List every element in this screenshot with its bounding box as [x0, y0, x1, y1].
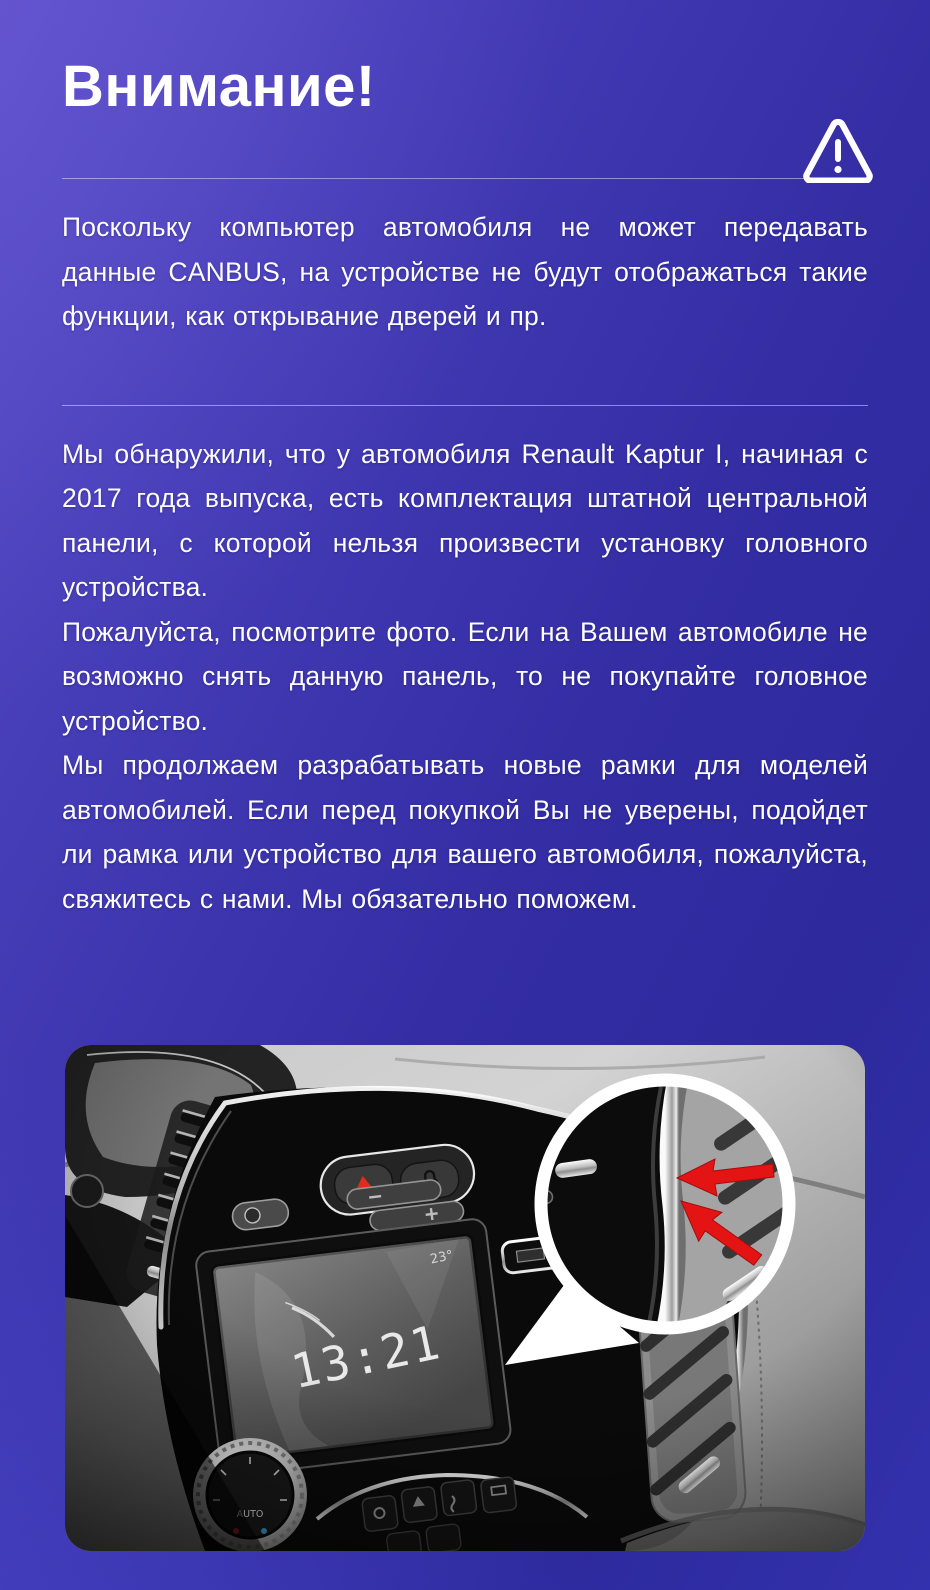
paragraph-canbus: Поскольку компьютер автомобиля не может передавать данные CANBUS, на устройстве не будут отображаться такие функции, как открывание дверей и пр.: [62, 212, 868, 331]
warning-triangle-icon: [802, 115, 874, 183]
warning-page: [0, 52, 930, 921]
magnified-chrome-edge: [665, 1073, 679, 1337]
paragraph-contact: Мы продолжаем разрабатывать новые рамки для моделей автомобилей. Если перед покупкой Вы не уверены, подойдет ли рамка или устройство для вашего автомобиля, пожалуйста, свяжитесь с нами. Мы обязательно поможем.: [62, 750, 868, 914]
dashboard-photo: [65, 1045, 865, 1551]
paragraph-photo-advice: Пожалуйста, посмотрите фото. Если на Вашем автомобиле не возможно снять данную панель, то не покупайте головное устройство.: [62, 616, 868, 736]
paragraph-kaptur: Мы обнаружили, что у автомобиля Renault Kaptur I, начиная с 2017 года выпуска, есть комплектация штатной центральной панели, с которой нельзя произвести установку головного устройства.: [62, 438, 868, 602]
divider-top: [62, 178, 868, 179]
dashboard-photo-svg: [65, 1045, 865, 1551]
divider-middle: [62, 405, 868, 406]
page-title: Внимание!: [62, 54, 376, 119]
